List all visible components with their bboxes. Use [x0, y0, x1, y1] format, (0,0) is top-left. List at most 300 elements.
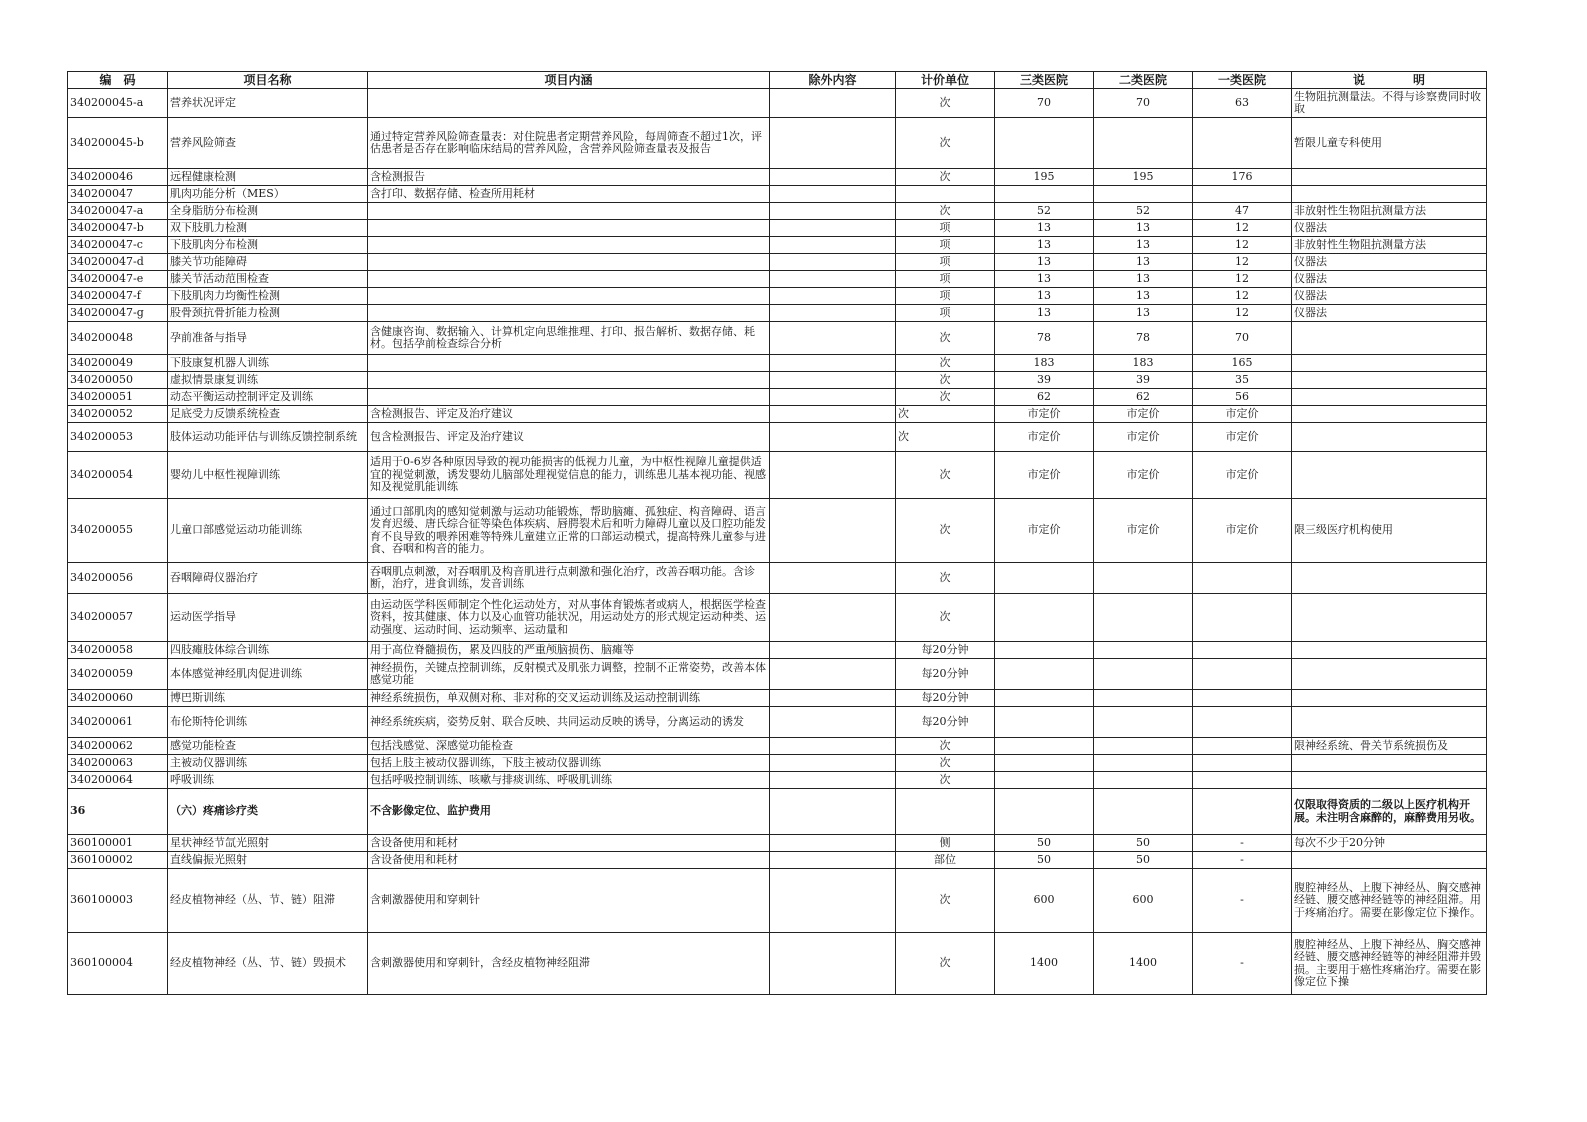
cell-price-class2 — [1094, 690, 1193, 707]
cell-code: 340200049 — [68, 355, 168, 372]
cell-price-class3: 52 — [995, 203, 1094, 220]
cell-name: 星状神经节氙光照射 — [168, 835, 368, 852]
cell-price-class2: 78 — [1094, 322, 1193, 355]
cell-price-class1 — [1193, 772, 1292, 789]
cell-unit — [896, 789, 995, 835]
cell-price-class3 — [995, 789, 1094, 835]
cell-price-class1 — [1193, 594, 1292, 642]
cell-code: 340200054 — [68, 452, 168, 499]
cell-note: 腹腔神经丛、上腹下神经丛、胸交感神经链、腰交感神经链等的神经阻滞。用于疼痛治疗。需要在影像定位下操作。 — [1292, 869, 1487, 933]
cell-name: 经皮植物神经（丛、节、链）阻滞 — [168, 869, 368, 933]
cell-name: 肢体运动功能评估与训练反馈控制系统 — [168, 423, 368, 452]
table-row — [68, 169, 1487, 186]
cell-price-class1: 12 — [1193, 271, 1292, 288]
cell-note — [1292, 169, 1487, 186]
cell-note — [1292, 594, 1487, 642]
cell-code: 340200046 — [68, 169, 168, 186]
cell-content: 含健康咨询、数据输入、计算机定向思维推理、打印、报告解析、数据存储、耗材。包括孕前检查综合分析 — [368, 322, 770, 355]
cell-unit: 次 — [896, 406, 995, 423]
cell-name: 经皮植物神经（丛、节、链）毁损术 — [168, 933, 368, 995]
cell-unit: 次 — [896, 389, 995, 406]
cell-content: 由运动医学科医师制定个性化运动处方，对从事体育锻炼者或病人，根据医学检查资料，按其健康、体力以及心血管功能状况，用运动处方的形式规定运动种类、运动强度、运动时间、运动频率、运动量和 — [368, 594, 770, 642]
cell-note — [1292, 452, 1487, 499]
cell-content: 适用于0-6岁各种原因导致的视功能损害的低视力儿童，为中枢性视障儿童提供适宜的视觉刺激，诱发婴幼儿脑部处理视觉信息的能力，训练患儿基本视功能、视感知及视觉肌能训练 — [368, 452, 770, 499]
header-row — [68, 72, 1487, 89]
cell-price-class2 — [1094, 755, 1193, 772]
cell-price-class1: 63 — [1193, 89, 1292, 118]
cell-price-class1: 35 — [1193, 372, 1292, 389]
cell-price-class3: 市定价 — [995, 499, 1094, 563]
cell-name: （六）疼痛诊疗类 — [168, 789, 368, 835]
cell-unit: 次 — [896, 355, 995, 372]
cell-excluded — [770, 169, 896, 186]
cell-excluded — [770, 203, 896, 220]
cell-price-class2 — [1094, 707, 1193, 738]
cell-code: 340200047-c — [68, 237, 168, 254]
cell-price-class1: 47 — [1193, 203, 1292, 220]
table-row — [68, 835, 1487, 852]
cell-price-class2: 70 — [1094, 89, 1193, 118]
cell-price-class3: 600 — [995, 869, 1094, 933]
cell-price-class1 — [1193, 690, 1292, 707]
cell-unit: 次 — [896, 772, 995, 789]
cell-excluded — [770, 271, 896, 288]
table-row — [68, 203, 1487, 220]
cell-content: 包括上肢主被动仪器训练，下肢主被动仪器训练 — [368, 755, 770, 772]
cell-unit — [896, 186, 995, 203]
cell-content — [368, 220, 770, 237]
cell-price-class2: 13 — [1094, 220, 1193, 237]
cell-note: 仪器法 — [1292, 288, 1487, 305]
cell-name: 四肢瘫肢体综合训练 — [168, 642, 368, 659]
header-name: 项目名称 — [168, 72, 368, 89]
cell-content: 包括呼吸控制训练、咳嗽与排痰训练、呼吸肌训练 — [368, 772, 770, 789]
table-row — [68, 186, 1487, 203]
cell-note — [1292, 852, 1487, 869]
cell-price-class2 — [1094, 772, 1193, 789]
cell-content — [368, 203, 770, 220]
table-row — [68, 254, 1487, 271]
cell-price-class2 — [1094, 789, 1193, 835]
cell-price-class1 — [1193, 707, 1292, 738]
cell-price-class3: 78 — [995, 322, 1094, 355]
cell-note — [1292, 406, 1487, 423]
cell-code: 340200064 — [68, 772, 168, 789]
cell-unit: 次 — [896, 755, 995, 772]
cell-note: 仪器法 — [1292, 254, 1487, 271]
cell-price-class2: 市定价 — [1094, 452, 1193, 499]
cell-price-class1 — [1193, 118, 1292, 169]
cell-price-class3: 13 — [995, 271, 1094, 288]
cell-name: 膝关节功能障碍 — [168, 254, 368, 271]
cell-excluded — [770, 406, 896, 423]
cell-excluded — [770, 89, 896, 118]
table-row — [68, 220, 1487, 237]
cell-price-class3: 50 — [995, 835, 1094, 852]
cell-note — [1292, 707, 1487, 738]
cell-excluded — [770, 563, 896, 594]
cell-note: 非放射性生物阻抗测量方法 — [1292, 237, 1487, 254]
cell-price-class2: 13 — [1094, 305, 1193, 322]
cell-code: 340200058 — [68, 642, 168, 659]
table-row — [68, 594, 1487, 642]
cell-code: 340200056 — [68, 563, 168, 594]
cell-price-class2 — [1094, 738, 1193, 755]
cell-unit: 次 — [896, 89, 995, 118]
table-row — [68, 288, 1487, 305]
cell-name: 呼吸训练 — [168, 772, 368, 789]
cell-excluded — [770, 389, 896, 406]
cell-unit: 项 — [896, 271, 995, 288]
cell-code: 340200047-a — [68, 203, 168, 220]
cell-excluded — [770, 305, 896, 322]
table-row — [68, 690, 1487, 707]
cell-name: 布伦斯特伦训练 — [168, 707, 368, 738]
table-row — [68, 933, 1487, 995]
cell-name: 本体感觉神经肌肉促进训练 — [168, 659, 368, 690]
cell-name: 足底受力反馈系统检查 — [168, 406, 368, 423]
cell-price-class2 — [1094, 186, 1193, 203]
table-row — [68, 499, 1487, 563]
table-row — [68, 852, 1487, 869]
cell-unit: 次 — [896, 499, 995, 563]
cell-note: 每次不少于20分钟 — [1292, 835, 1487, 852]
header-price-class3: 三类医院 — [995, 72, 1094, 89]
cell-content: 含设备使用和耗材 — [368, 835, 770, 852]
cell-price-class1: 市定价 — [1193, 423, 1292, 452]
cell-code: 340200051 — [68, 389, 168, 406]
cell-price-class1: - — [1193, 869, 1292, 933]
cell-code: 340200047-f — [68, 288, 168, 305]
cell-unit: 部位 — [896, 852, 995, 869]
cell-price-class3: 39 — [995, 372, 1094, 389]
cell-code: 340200045-b — [68, 118, 168, 169]
cell-price-class1: 70 — [1193, 322, 1292, 355]
cell-unit: 每20分钟 — [896, 690, 995, 707]
cell-unit: 项 — [896, 305, 995, 322]
cell-note: 暂限儿童专科使用 — [1292, 118, 1487, 169]
cell-excluded — [770, 254, 896, 271]
cell-price-class3 — [995, 659, 1094, 690]
cell-code: 360100003 — [68, 869, 168, 933]
cell-price-class1: - — [1193, 835, 1292, 852]
cell-price-class2: 13 — [1094, 271, 1193, 288]
cell-name: 营养风险筛查 — [168, 118, 368, 169]
cell-unit: 次 — [896, 563, 995, 594]
cell-name: 婴幼儿中枢性视障训练 — [168, 452, 368, 499]
cell-price-class3: 50 — [995, 852, 1094, 869]
cell-price-class1: 56 — [1193, 389, 1292, 406]
cell-price-class1 — [1193, 755, 1292, 772]
cell-name: 动态平衡运动控制评定及训练 — [168, 389, 368, 406]
cell-price-class2 — [1094, 118, 1193, 169]
cell-price-class2: 183 — [1094, 355, 1193, 372]
cell-price-class1: 市定价 — [1193, 406, 1292, 423]
cell-code: 340200062 — [68, 738, 168, 755]
cell-price-class3 — [995, 186, 1094, 203]
cell-note — [1292, 642, 1487, 659]
cell-note — [1292, 372, 1487, 389]
cell-price-class3 — [995, 642, 1094, 659]
header-price-class1: 一类医院 — [1193, 72, 1292, 89]
cell-unit: 每20分钟 — [896, 642, 995, 659]
table-row — [68, 738, 1487, 755]
cell-name: 营养状况评定 — [168, 89, 368, 118]
table-row — [68, 869, 1487, 933]
cell-code: 340200057 — [68, 594, 168, 642]
table-row — [68, 659, 1487, 690]
cell-name: 全身脂肪分布检测 — [168, 203, 368, 220]
cell-content: 含检测报告、评定及治疗建议 — [368, 406, 770, 423]
cell-name: 感觉功能检查 — [168, 738, 368, 755]
table-row — [68, 642, 1487, 659]
cell-note — [1292, 423, 1487, 452]
cell-price-class1 — [1193, 659, 1292, 690]
cell-content: 通过特定营养风险筛查量表：对住院患者定期营养风险，每周筛查不超过1次，评估患者是否存在影响临床结局的营养风险，含营养风险筛查量表及报告 — [368, 118, 770, 169]
cell-code: 340200063 — [68, 755, 168, 772]
cell-content: 含刺激器使用和穿刺针 — [368, 869, 770, 933]
cell-content — [368, 305, 770, 322]
cell-excluded — [770, 772, 896, 789]
cell-price-class3 — [995, 755, 1094, 772]
cell-content: 含刺激器使用和穿刺针，含经皮植物神经阻滞 — [368, 933, 770, 995]
cell-unit: 次 — [896, 322, 995, 355]
cell-price-class1 — [1193, 563, 1292, 594]
cell-price-class2: 1400 — [1094, 933, 1193, 995]
cell-price-class1: 12 — [1193, 305, 1292, 322]
cell-excluded — [770, 707, 896, 738]
table-row — [68, 322, 1487, 355]
cell-excluded — [770, 659, 896, 690]
table-row — [68, 755, 1487, 772]
cell-content — [368, 389, 770, 406]
cell-note: 限三级医疗机构使用 — [1292, 499, 1487, 563]
price-table — [67, 71, 1487, 995]
cell-price-class2: 50 — [1094, 835, 1193, 852]
cell-price-class1: - — [1193, 933, 1292, 995]
cell-note — [1292, 563, 1487, 594]
cell-price-class1: 165 — [1193, 355, 1292, 372]
cell-code: 360100001 — [68, 835, 168, 852]
cell-name: 双下肢肌力检测 — [168, 220, 368, 237]
cell-unit: 次 — [896, 118, 995, 169]
table-row — [68, 271, 1487, 288]
cell-content — [368, 355, 770, 372]
cell-unit: 次 — [896, 452, 995, 499]
cell-price-class1: 12 — [1193, 288, 1292, 305]
cell-note: 仪器法 — [1292, 271, 1487, 288]
cell-name: 博巴斯训练 — [168, 690, 368, 707]
cell-price-class3 — [995, 707, 1094, 738]
cell-name: 肌肉功能分析（MES） — [168, 186, 368, 203]
cell-note — [1292, 389, 1487, 406]
cell-note — [1292, 755, 1487, 772]
cell-unit: 次 — [896, 933, 995, 995]
cell-excluded — [770, 220, 896, 237]
cell-price-class2: 39 — [1094, 372, 1193, 389]
cell-note: 仅限取得资质的二级以上医疗机构开展。未注明含麻醉的，麻醉费用另收。 — [1292, 789, 1487, 835]
cell-price-class2: 市定价 — [1094, 406, 1193, 423]
cell-price-class1: 176 — [1193, 169, 1292, 186]
cell-price-class3: 13 — [995, 288, 1094, 305]
cell-code: 340200047-d — [68, 254, 168, 271]
cell-unit: 次 — [896, 738, 995, 755]
cell-unit: 次 — [896, 869, 995, 933]
cell-note: 仪器法 — [1292, 220, 1487, 237]
table-row — [68, 707, 1487, 738]
cell-price-class1: 12 — [1193, 254, 1292, 271]
table-row — [68, 406, 1487, 423]
cell-content: 通过口部肌肉的感知觉刺激与运动功能锻炼，帮助脑瘫、孤独症、构音障碍、语言发育迟缓、唐氏综合征等染色体疾病、唇腭裂术后和听力障碍儿童以及口腔功能发育不良导致的喂养困难等特殊儿童建立正常的口部运动模式，提高特殊儿童参与进食、吞咽和构音的能力。 — [368, 499, 770, 563]
cell-price-class1 — [1193, 642, 1292, 659]
cell-name: 下肢肌肉力均衡性检测 — [168, 288, 368, 305]
cell-note — [1292, 322, 1487, 355]
cell-name: 运动医学指导 — [168, 594, 368, 642]
cell-price-class2: 13 — [1094, 254, 1193, 271]
cell-content — [368, 89, 770, 118]
header-excluded: 除外内容 — [770, 72, 896, 89]
cell-code: 340200048 — [68, 322, 168, 355]
table-row — [68, 237, 1487, 254]
table-row — [68, 89, 1487, 118]
cell-name: 股骨颈抗骨折能力检测 — [168, 305, 368, 322]
header-price-class2: 二类医院 — [1094, 72, 1193, 89]
cell-code: 340200052 — [68, 406, 168, 423]
cell-content: 吞咽肌点刺激，对吞咽肌及构音肌进行点刺激和强化治疗，改善吞咽功能。含诊断，治疗，进食训练，发音训练 — [368, 563, 770, 594]
cell-content: 神经系统损伤，单双侧对称、非对称的交叉运动训练及运动控制训练 — [368, 690, 770, 707]
cell-excluded — [770, 237, 896, 254]
cell-code: 340200059 — [68, 659, 168, 690]
cell-price-class3: 13 — [995, 237, 1094, 254]
cell-content: 不含影像定位、监护费用 — [368, 789, 770, 835]
cell-code: 340200045-a — [68, 89, 168, 118]
table-row — [68, 355, 1487, 372]
cell-content — [368, 288, 770, 305]
cell-code: 340200061 — [68, 707, 168, 738]
cell-name: 远程健康检测 — [168, 169, 368, 186]
cell-price-class1 — [1193, 738, 1292, 755]
table-row — [68, 423, 1487, 452]
cell-excluded — [770, 118, 896, 169]
cell-price-class1: 市定价 — [1193, 499, 1292, 563]
cell-content: 包括浅感觉、深感觉功能检查 — [368, 738, 770, 755]
cell-price-class3: 市定价 — [995, 452, 1094, 499]
cell-excluded — [770, 499, 896, 563]
cell-price-class1: - — [1193, 852, 1292, 869]
cell-name: 下肢肌肉分布检测 — [168, 237, 368, 254]
cell-excluded — [770, 738, 896, 755]
cell-note — [1292, 659, 1487, 690]
header-note: 说 明 — [1292, 72, 1487, 89]
cell-unit: 项 — [896, 288, 995, 305]
cell-price-class3: 13 — [995, 220, 1094, 237]
cell-unit: 侧 — [896, 835, 995, 852]
cell-code: 360100004 — [68, 933, 168, 995]
cell-price-class1 — [1193, 186, 1292, 203]
cell-price-class2: 50 — [1094, 852, 1193, 869]
cell-code: 340200047-b — [68, 220, 168, 237]
cell-price-class2: 600 — [1094, 869, 1193, 933]
cell-price-class1: 12 — [1193, 220, 1292, 237]
cell-note: 限神经系统、骨关节系统损伤及 — [1292, 738, 1487, 755]
cell-excluded — [770, 789, 896, 835]
cell-unit: 项 — [896, 220, 995, 237]
cell-price-class1: 12 — [1193, 237, 1292, 254]
cell-unit: 项 — [896, 237, 995, 254]
cell-price-class2: 13 — [1094, 237, 1193, 254]
cell-price-class3: 13 — [995, 305, 1094, 322]
cell-content: 神经损伤，关键点控制训练，反射模式及肌张力调整，控制不正常姿势，改善本体感觉功能 — [368, 659, 770, 690]
cell-content: 含检测报告 — [368, 169, 770, 186]
cell-content — [368, 271, 770, 288]
cell-price-class3 — [995, 738, 1094, 755]
cell-name: 下肢康复机器人训练 — [168, 355, 368, 372]
cell-name: 虚拟情景康复训练 — [168, 372, 368, 389]
cell-excluded — [770, 423, 896, 452]
cell-note: 仪器法 — [1292, 305, 1487, 322]
cell-price-class2: 62 — [1094, 389, 1193, 406]
cell-content — [368, 372, 770, 389]
cell-code: 340200047 — [68, 186, 168, 203]
header-code: 编 码 — [68, 72, 168, 89]
cell-note: 腹腔神经丛、上腹下神经丛、胸交感神经链、腰交感神经链等的神经阻滞并毁损。主要用于癌性疼痛治疗。需要在影像定位下操 — [1292, 933, 1487, 995]
cell-note — [1292, 690, 1487, 707]
cell-code: 340200047-g — [68, 305, 168, 322]
cell-name: 孕前准备与指导 — [168, 322, 368, 355]
cell-code: 340200047-e — [68, 271, 168, 288]
cell-unit: 次 — [896, 169, 995, 186]
cell-excluded — [770, 690, 896, 707]
cell-price-class3: 62 — [995, 389, 1094, 406]
cell-price-class2: 52 — [1094, 203, 1193, 220]
cell-unit: 次 — [896, 203, 995, 220]
cell-price-class2 — [1094, 594, 1193, 642]
table-row — [68, 305, 1487, 322]
cell-excluded — [770, 835, 896, 852]
cell-unit: 次 — [896, 423, 995, 452]
cell-excluded — [770, 852, 896, 869]
cell-name: 膝关节活动范围检查 — [168, 271, 368, 288]
cell-excluded — [770, 288, 896, 305]
cell-content: 用于高位脊髓损伤，累及四肢的严重颅脑损伤、脑瘫等 — [368, 642, 770, 659]
cell-unit: 每20分钟 — [896, 707, 995, 738]
cell-excluded — [770, 322, 896, 355]
cell-price-class1 — [1193, 789, 1292, 835]
cell-price-class3: 70 — [995, 89, 1094, 118]
cell-price-class2: 市定价 — [1094, 423, 1193, 452]
cell-excluded — [770, 933, 896, 995]
cell-name: 主被动仪器训练 — [168, 755, 368, 772]
cell-unit: 项 — [896, 254, 995, 271]
cell-price-class3: 195 — [995, 169, 1094, 186]
cell-price-class3: 183 — [995, 355, 1094, 372]
cell-excluded — [770, 452, 896, 499]
cell-price-class3: 1400 — [995, 933, 1094, 995]
cell-name: 吞咽障碍仪器治疗 — [168, 563, 368, 594]
table-row — [68, 118, 1487, 169]
cell-excluded — [770, 755, 896, 772]
cell-content — [368, 237, 770, 254]
cell-code: 360100002 — [68, 852, 168, 869]
cell-price-class3: 13 — [995, 254, 1094, 271]
cell-content — [368, 254, 770, 271]
cell-excluded — [770, 355, 896, 372]
cell-price-class3 — [995, 594, 1094, 642]
cell-note — [1292, 186, 1487, 203]
cell-unit: 次 — [896, 372, 995, 389]
cell-content: 神经系统疾病，姿势反射、联合反映、共同运动反映的诱导，分离运动的诱发 — [368, 707, 770, 738]
header-content: 项目内涵 — [368, 72, 770, 89]
